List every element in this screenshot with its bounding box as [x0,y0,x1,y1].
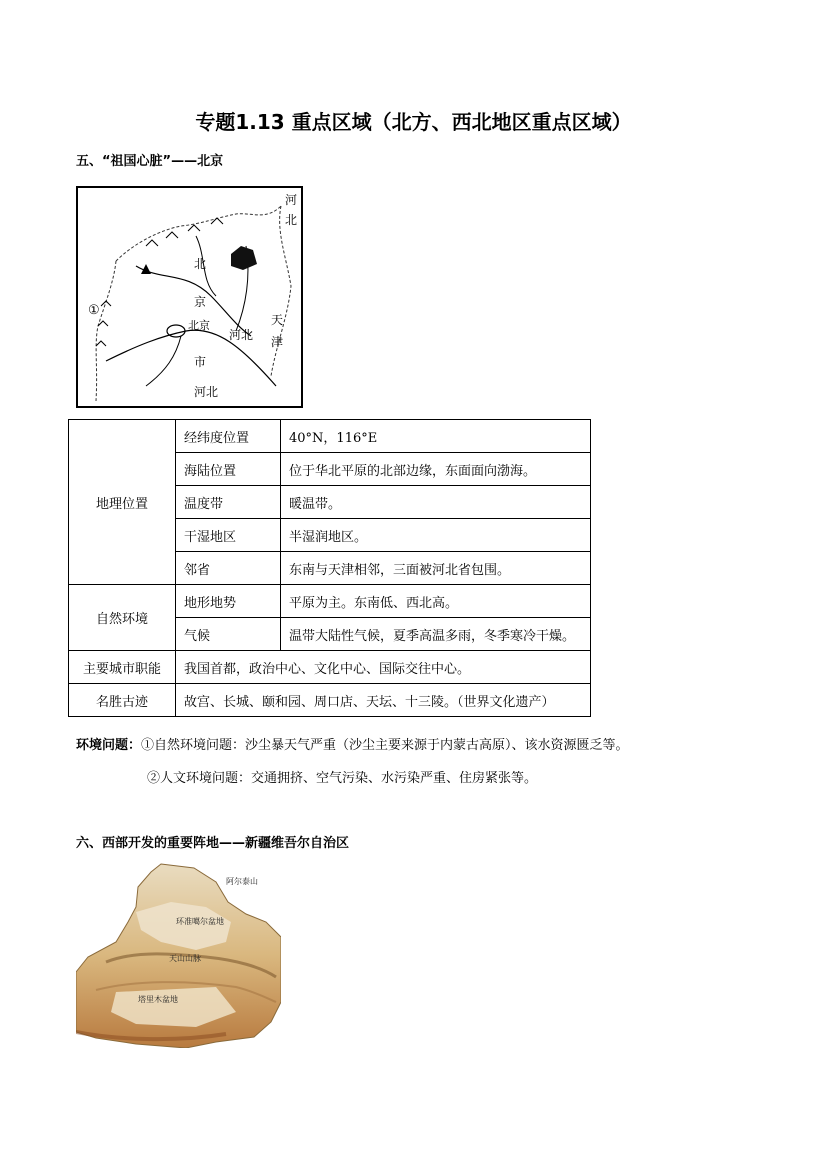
env-natural-text: ①自然环境问题：沙尘暴天气严重（沙尘主要来源于内蒙古高原）、该水资源匮乏等。 [141,738,629,753]
section-heading-xinjiang: 六、西部开发的重要阵地——新疆维吾尔自治区 [76,836,350,851]
label-cell: 温度带 [176,486,281,519]
map-label-beijing-1: 北 [194,257,207,271]
value-cell: 温带大陆性气候，夏季高温多雨，冬季寒冷干燥。 [281,618,591,651]
env-issues-natural [76,734,629,753]
beijing-map [76,186,303,408]
label-cell: 干湿地区 [176,519,281,552]
map-label-beijing-city: 北京 [188,319,210,332]
value-cell: 暖温带。 [281,486,591,519]
map-label-hebei-top-1: 河 [285,193,298,207]
value-cell: 位于华北平原的北部边缘，东面面向渤海。 [281,453,591,486]
map-label-tianjin-2: 津 [271,335,284,349]
label-cell: 经纬度位置 [176,420,281,453]
xinjiang-map [76,862,281,1048]
page-title: 专题1.13 重点区域（北方、西北地区重点区域） [195,110,632,134]
env-issues-human: ②人文环境问题：交通拥挤、空气污染、水污染严重、住房紧张等。 [147,771,538,786]
map-label-shi: 市 [194,355,207,369]
map-label-hebei-bottom: 河北 [194,385,219,399]
label-cell: 气候 [176,618,281,651]
category-cell: 自然环境 [69,585,176,651]
map-label-hebei-mid: 河北 [229,328,254,342]
map-label-tarim: 塔里木盆地 [138,995,178,1004]
map-label-beijing-2: 京 [194,295,207,309]
value-cell: 40°N，116°E [281,420,591,453]
map-label-junggar: 环准噶尔盆地 [176,917,224,926]
table-row [69,585,591,618]
label-cell: 海陆位置 [176,453,281,486]
section-heading-beijing: 五、“祖国心脏”——北京 [76,154,224,169]
map-label-tianjin-1: 天 [271,313,284,327]
map-label-circle-mark: ① [88,303,100,318]
map-label-hebei-top-2: 北 [285,213,298,227]
value-cell: 半湿润地区。 [281,519,591,552]
value-cell: 平原为主。东南低、西北高。 [281,585,591,618]
value-cell: 我国首都，政治中心、文化中心、国际交往中心。 [176,651,591,684]
label-cell: 邻省 [176,552,281,585]
table-row [69,684,591,717]
map-label-altai: 阿尔泰山 [226,877,258,886]
category-cell: 名胜古迹 [69,684,176,717]
beijing-info-table [68,419,591,717]
table-row [69,420,591,453]
label-cell: 地形地势 [176,585,281,618]
value-cell: 东南与天津相邻，三面被河北省包围。 [281,552,591,585]
category-cell: 地理位置 [69,420,176,585]
value-cell: 故宫、长城、颐和园、周口店、天坛、十三陵。（世界文化遗产） [176,684,591,717]
map-label-tianshan: 天山山脉 [169,954,201,963]
table-row [69,651,591,684]
category-cell: 主要城市职能 [69,651,176,684]
env-issues-label: 环境问题： [76,738,142,753]
